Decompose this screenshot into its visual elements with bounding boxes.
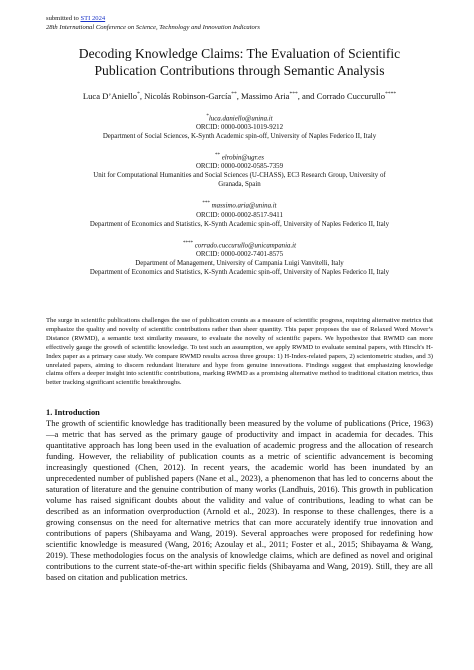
- affiliation-block: *luca.daniello@unina.it ORCID: 0000-0003-1019-9212 Department of Social Sciences, K-Synth Academic spin-off, University of Naples Federico II, Italy: [46, 112, 433, 141]
- author-4: Corrado Cuccurullo: [316, 90, 386, 101]
- conference-line: 28th International Conference on Science, Technology and Innovation Indicators: [46, 24, 260, 31]
- affiliations: [46, 112, 433, 277]
- orcid: ORCID: 0000-0002-0585-7359: [195, 163, 284, 171]
- affiliation-line: Department of Management, University of Campania Luigi Vanvitelli, Italy: [135, 260, 344, 268]
- author-email[interactable]: corrado.cuccurullo@unicampania.it: [194, 242, 296, 250]
- sti-link[interactable]: STI 2024: [80, 15, 106, 22]
- author-email[interactable]: massimo.aria@unina.it: [211, 202, 277, 210]
- orcid: ORCID: 0000-0002-7401-8575: [195, 251, 284, 259]
- affiliation-line: Unit for Computational Humanities and Social Sciences (U-CHASS), EC3 Research Group, University of: [93, 172, 386, 180]
- introduction-paragraph: The growth of scientific knowledge has traditionally been measured by the volume of publications (Price, 1963) —a metric that has served as the primary gauge of productivity and impact in academia for decades. This quantitative approach has long been used in the evaluation of academic progress and the allocation of research funding. However, the reliability of publication counts as a metric of scientific advancement is becoming increasingly questioned (Chen, 2012). In recent years, the academic world has been inundated by an unprecedented number of published papers (Nane et al., 2023), a phenomenon that has led to concerns about the saturation of literature and the genuine contribution of many works (Landhuis, 2016). This growth in publication volume has raised significant doubts about the validity and value of contributions, leading to what can be described as an information overproduction (Arnold et al., 2023). In response to these challenges, there is a growing consensus on the need for alternative metrics that can more accurately identify true innovation and contributions of papers (Shibayama and Wang, 2019). Several approaches were proposed for redefining how scientific knowledge is measured (Wang, 2016; Azoulay et al., 2011; Foster et al., 2015; Shibayama & Wang, 2019). These methodologies focus on the analysis of knowledge claims, which are defined as novel and original contributions to the current state-of-the-art within specific fields (Shibayama and Wang, 2019). Still, they are all based on citation and publication metrics.: [46, 418, 433, 582]
- affiliation-block: ** elrobin@ugr.es ORCID: 0000-0002-0585-7359 Unit for Computational Humanities and Social Sciences (U-CHASS), EC3 Research Group, University of Granada, Spain: [46, 151, 433, 189]
- abstract: The surge in scientific publications challenges the use of publication counts as a measure of scientific progress, requiring alternative metrics that emphasize the quality and novelty of scientific contributions rather than sheer quantity. This paper proposes the use of Relaxed Word Mover’s Distance (RWMD), a semantic text similarity measure, to evaluate the novelty of scientific papers. We hypothesize that RWMD can more effectively gauge the growth of scientific knowledge. To test such an assumption, we apply RWMD to evaluate seminal papers, with Hirsch's H-Index paper as a primary case study. We compare RWMD results across three groups: 1) H-Index-related papers, 2) scientometric studies, and 3) unrelated papers, aiming to discern redundant literature and hype from genuine innovations. Findings suggest that emphasizing knowledge claims offers a deeper insight into scientific contributions, marking RWMD as a promising alternative method to traditional citation metrics, thus better tracking significant scientific breakthroughs.: [46, 317, 433, 387]
- orcid: ORCID: 0000-0003-1019-9212: [195, 124, 284, 132]
- author-2: Nicolás Robinson-García: [144, 90, 232, 101]
- author-1: Luca D’Aniello: [82, 90, 138, 101]
- submission-header: [46, 14, 433, 32]
- affiliation-line: Granada, Spain: [218, 181, 261, 189]
- section-heading: 1. Introduction: [46, 408, 100, 418]
- affiliation-line: Department of Social Sciences, K-Synth Academic spin-off, University of Naples Federico II, Italy: [102, 133, 377, 141]
- author-3: Massimo Aria: [241, 90, 290, 101]
- paper-title: Decoding Knowledge Claims: The Evaluation of Scientific Publication Contributions through Semantic Analysis: [78, 46, 401, 78]
- affiliation-line: Department of Economics and Statistics, K-Synth Academic spin-off, University of Naples Federico II, Italy: [89, 220, 390, 228]
- affiliation-block: *** massimo.aria@unina.it ORCID: 0000-0002-8517-9411 Department of Economics and Statistics, K-Synth Academic spin-off, University of Naples Federico II, Italy: [46, 199, 433, 228]
- orcid: ORCID: 0000-0002-8517-9411: [196, 211, 283, 219]
- author-email[interactable]: luca.daniello@unina.it: [208, 115, 273, 123]
- author-email[interactable]: elrobin@ugr.es: [221, 154, 264, 162]
- author-list: Luca D’Aniello*, Nicolás Robinson-García**, Massimo Aria***, and Corrado Cuccurullo****: [82, 90, 397, 101]
- submitted-line: submitted to STI 2024: [46, 15, 106, 22]
- affiliation-block: **** corrado.cuccurullo@unicampania.it ORCID: 0000-0002-7401-8575 Department of Management, University of Campania Luigi Vanvitelli, Italy Department of Economics and Statistics, K-Synth Academic spin-off, University of Naples Federico II, Italy: [46, 239, 433, 277]
- affiliation-line: Department of Economics and Statistics, K-Synth Academic spin-off, University of Naples Federico II, Italy: [89, 269, 390, 277]
